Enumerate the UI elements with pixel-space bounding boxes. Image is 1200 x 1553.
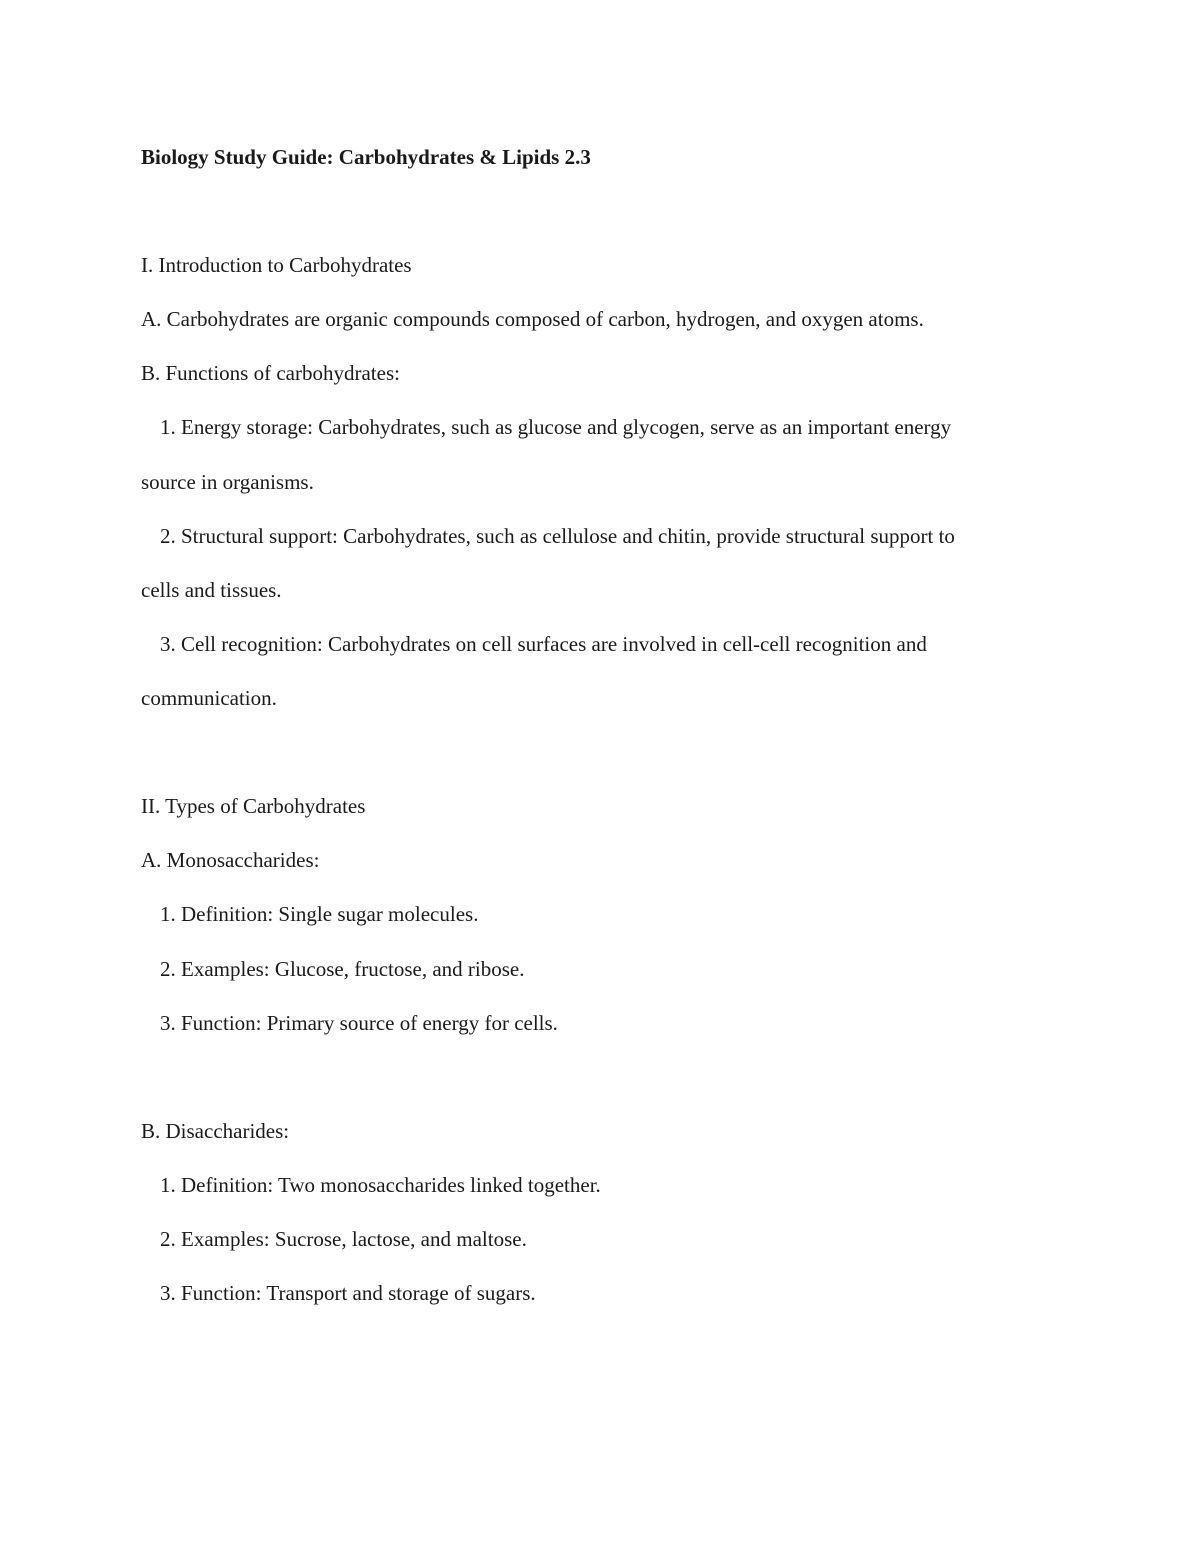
disaccharides-item-3: 3. Function: Transport and storage of sugars. bbox=[160, 1281, 536, 1305]
intro-function-3: 3. Cell recognition: Carbohydrates on cell surfaces are involved in cell-cell recognition and bbox=[160, 632, 927, 656]
section-heading-intro: I. Introduction to Carbohydrates bbox=[141, 253, 412, 277]
intro-function-2-cont: cells and tissues. bbox=[141, 578, 282, 602]
intro-point-b: B. Functions of carbohydrates: bbox=[141, 361, 400, 385]
disaccharides-heading: B. Disaccharides: bbox=[141, 1119, 290, 1143]
monosaccharides-heading: A. Monosaccharides: bbox=[141, 848, 320, 872]
intro-point-a: A. Carbohydrates are organic compounds composed of carbon, hydrogen, and oxygen atoms. bbox=[141, 307, 924, 331]
monosaccharides-item-3: 3. Function: Primary source of energy for cells. bbox=[160, 1011, 558, 1035]
intro-function-1-cont: source in organisms. bbox=[141, 470, 314, 494]
monosaccharides-item-2: 2. Examples: Glucose, fructose, and ribose. bbox=[160, 957, 525, 981]
intro-function-1: 1. Energy storage: Carbohydrates, such as glucose and glycogen, serve as an important energy bbox=[160, 415, 952, 439]
section-heading-types: II. Types of Carbohydrates bbox=[141, 794, 366, 818]
monosaccharides-item-1: 1. Definition: Single sugar molecules. bbox=[160, 902, 479, 926]
document-title: Biology Study Guide: Carbohydrates & Lipids 2.3 bbox=[141, 145, 591, 169]
intro-function-2: 2. Structural support: Carbohydrates, such as cellulose and chitin, provide structural support to bbox=[160, 524, 955, 548]
intro-function-3-cont: communication. bbox=[141, 686, 277, 710]
disaccharides-item-1: 1. Definition: Two monosaccharides linked together. bbox=[160, 1173, 601, 1197]
disaccharides-item-2: 2. Examples: Sucrose, lactose, and maltose. bbox=[160, 1227, 527, 1251]
